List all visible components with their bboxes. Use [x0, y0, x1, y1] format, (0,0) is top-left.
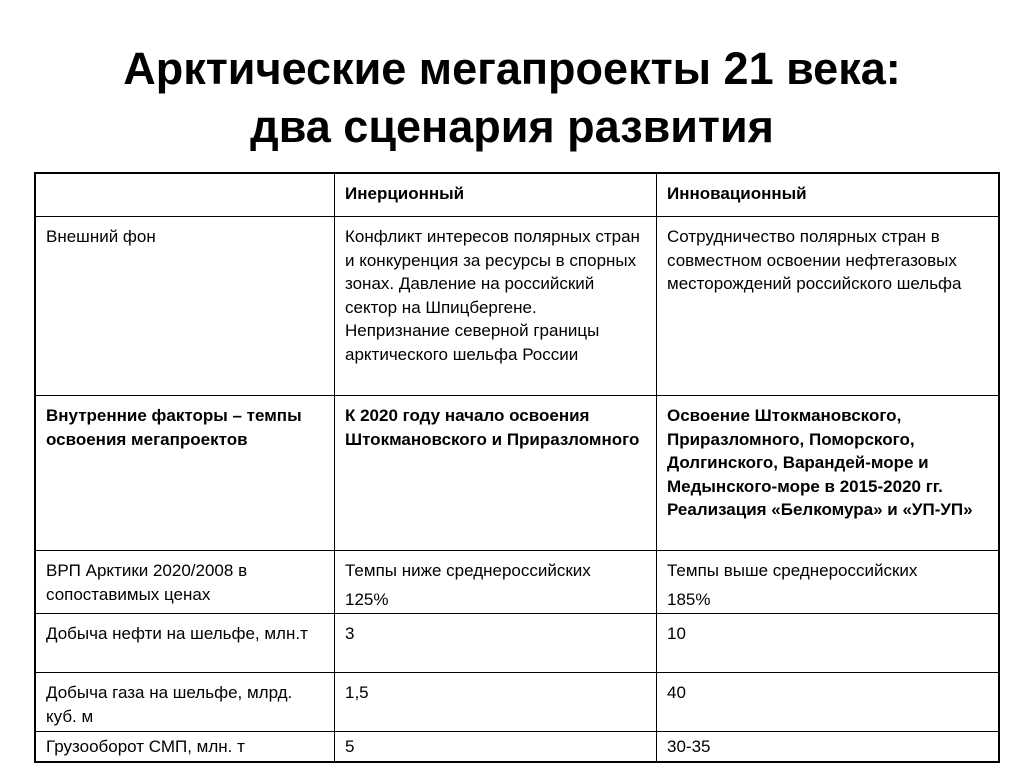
row-label-nsr: Грузооборот СМП, млн. т — [36, 732, 335, 762]
table-row-internal — [36, 396, 999, 551]
grp-inertial-value: 125% — [345, 589, 389, 609]
cell-gas-inertial: 1,5 — [335, 673, 657, 732]
grp-innovative-value: 185% — [667, 589, 711, 609]
row-label-external: Внешний фон — [36, 217, 335, 396]
cell-oil-inertial: 3 — [335, 614, 657, 673]
cell-gas-innovative: 40 — [657, 673, 999, 732]
row-label-oil: Добыча нефти на шельфе, млн.т — [36, 614, 335, 673]
grp-inertial-text: Темпы ниже среднероссийских — [345, 561, 591, 580]
cell-external-innovative: Сотрудничество полярных стран в совместном освоении нефтегазовых месторождений российского шельфа — [657, 217, 999, 396]
table-row-grp — [36, 551, 999, 614]
grp-innovative-text: Темпы выше среднероссийских — [667, 561, 918, 580]
table-row-nsr — [36, 732, 999, 762]
header-innovative: Инновационный — [657, 174, 999, 217]
cell-nsr-inertial: 5 — [335, 732, 657, 762]
table-row-gas — [36, 673, 999, 732]
table-row-external — [36, 217, 999, 396]
header-blank-cell — [36, 174, 335, 217]
cell-grp-innovative — [657, 551, 999, 614]
cell-oil-innovative: 10 — [657, 614, 999, 673]
header-inertial: Инерционный — [335, 174, 657, 217]
title-line-1: Арктические мегапроекты 21 века: — [123, 43, 901, 94]
scenarios-table — [35, 173, 999, 762]
row-label-gas: Добыча газа на шельфе, млрд. куб. м — [36, 673, 335, 732]
cell-external-inertial: Конфликт интересов полярных стран и конкуренция за ресурсы в спорных зонах. Давление на российский сектор на Шпицбергене. Непризнание северной границы арктического шельфа России — [335, 217, 657, 396]
title-line-2: два сценария развития — [250, 101, 774, 152]
row-label-grp: ВРП Арктики 2020/2008 в сопоставимых ценах — [36, 551, 335, 614]
cell-nsr-innovative: 30-35 — [657, 732, 999, 762]
page-title — [0, 40, 1024, 156]
cell-grp-inertial — [335, 551, 657, 614]
cell-internal-innovative: Освоение Штокмановского, Приразломного, Поморского, Долгинского, Варандей-море и Медынского-море в 2015-2020 гг. Реализация «Белкомура» и «УП-УП» — [657, 396, 999, 551]
row-label-internal: Внутренние факторы – темпы освоения мегапроектов — [36, 396, 335, 551]
table-header-row — [36, 174, 999, 217]
cell-internal-inertial: К 2020 году начало освоения Штокмановского и Приразломного — [335, 396, 657, 551]
table-row-oil — [36, 614, 999, 673]
